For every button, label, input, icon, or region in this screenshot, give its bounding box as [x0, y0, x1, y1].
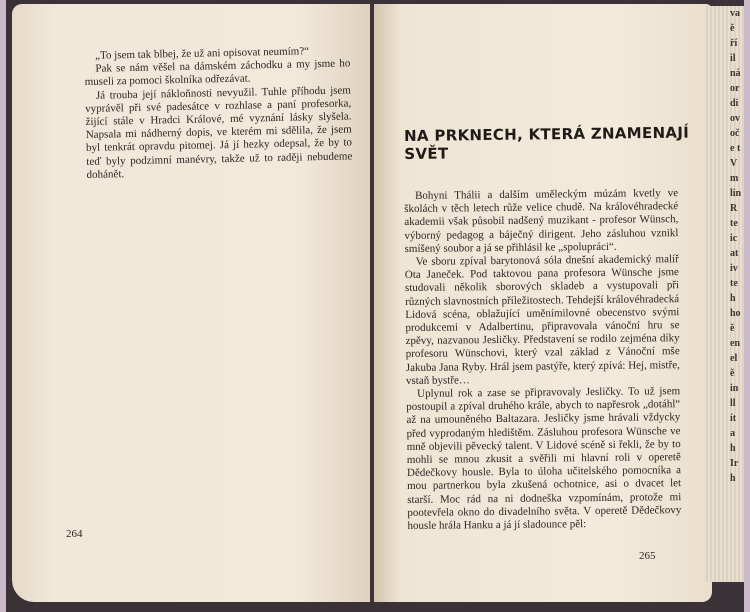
edge-fragment: e t	[730, 143, 741, 154]
left-page	[12, 4, 370, 602]
edge-fragment: ít	[730, 413, 737, 424]
edge-fragment: oč	[730, 128, 740, 139]
edge-fragment: el	[730, 353, 738, 364]
edge-fragment: h	[730, 293, 736, 304]
right-paragraph: Bohyni Thálii a dalším uměleckým múzám kvetly ve školách v těch letech růže velice chudě. Na královéhradecké akademii však působil nadšený muzikant - profesor Wünsch, výborný pedagog a báječný dirigent. Jeho zásluhou vznikl smíšený soubor a já se přihlásil ke „spolupráci“.	[404, 187, 679, 255]
edge-fragment: di	[730, 98, 739, 109]
edge-fragment: ho	[730, 308, 741, 319]
left-paragraph: Já trouba její nákloňnosti nevyužil. Tuhle příhodu jsem vyprávěl při své padesátce v rozhlase a paní profesorka, žijící stále v Hradci Králové, mé vyznání lásky slyšela. Napsala mi nádherný dopis, ve kterém mi sdělila, že jsem byl tenkrát opravdu pitomej. Já jí hezky odepsal, že by to teď byly podzimní manévry, takže už to raději nebudeme dohánět.	[85, 84, 353, 181]
chapter-title: NA PRKNECH, KTERÁ ZNAMENAJÍ SVĚT	[404, 123, 690, 163]
right-page	[374, 4, 712, 602]
edge-fragment: ic	[730, 233, 738, 244]
edge-fragment: h	[730, 443, 736, 454]
edge-fragment: h	[730, 473, 736, 484]
edge-fragment: ná	[730, 68, 741, 79]
left-paragraph: „To jsem tak blbej, že už ani opisovat neumím?“	[94, 45, 310, 62]
right-paragraph: Uplynul rok a zase se připravovaly Jesličky. To už jsem postoupil a zpíval druhého krále, abych to napřesrok „dotáhl“ až na umouněného Baltazara. Jesličky jsme hrávali vždycky před vyprodaným hledištěm. Zásluhou profesora Wünsche ve mně objevili pěvecký talent. V Lidové scéně si řekli, že by to mohli se mnou zkusit a svěřili mi hlavní roli v operetě Dědečkovy housle. Byla to úloha učitelského pomocníka a mou partnerkou byla zkušená ochotnice, asi o dvacet let starší. Moc rád na ni dodneška vzpomínám, protože mi pootevřela okno do divadelního světa. V operetě Dědečkovy housle hrála Hanku a já jí sladounce pěl:	[406, 385, 682, 533]
edge-fragment: lin	[730, 188, 742, 199]
right-paragraph: Ve sboru zpíval barytonová sóla dnešní akademický malíř Ota Janeček. Pod taktovou pana profesora Wünsche jsme studovali několik sborových skladeb a vystupovali při různých slavnostních příležitostech. Tehdejší královéhradecká Lidová scéna, oblažující uměnímilovné obecenstvo svými produkcemi v Adalbertinu, připravovala vánoční hru se zpěvy, nazvanou Jesličky. Představení se rodilo zejména díky profesoru Wünschovi, který vzal základ z Vánoční mše Jakuba Jana Ryby. Hrál jsem pastýře, který zpívá: Hej, mistře, vstaň bystře…	[404, 253, 680, 387]
edge-fragment: or	[730, 83, 740, 94]
left-page-text	[84, 44, 353, 182]
edge-fragment: in	[730, 383, 739, 394]
edge-fragment: ří	[730, 38, 738, 49]
edge-fragment: m	[730, 173, 739, 184]
right-page-text	[404, 187, 682, 533]
edge-fragment: il	[730, 53, 736, 64]
edge-fragment: ll	[730, 398, 736, 409]
edge-fragment: a	[730, 428, 735, 439]
edge-fragment: en	[730, 338, 740, 349]
page-number-right: 265	[639, 550, 656, 562]
open-book	[6, 0, 744, 612]
page-number-left: 264	[66, 528, 83, 540]
edge-fragment: te	[730, 278, 738, 289]
edge-fragment: at	[730, 248, 739, 259]
edge-fragment: V	[730, 158, 738, 169]
edge-fragment: iv	[730, 263, 738, 274]
next-pages-edge	[704, 6, 744, 582]
edge-fragment: Ir	[730, 458, 739, 469]
edge-fragment: R	[730, 203, 738, 214]
edge-fragment: va	[730, 8, 740, 19]
left-paragraph: Pak se nám věšel na dámském záchodku a my jsme ho museli za pomoci školníka odřezávat.	[84, 57, 351, 89]
edge-fragment: ov	[730, 113, 740, 124]
edge-fragment: ě	[730, 368, 735, 379]
edge-fragment: ě	[730, 23, 735, 34]
edge-fragment: te	[730, 218, 738, 229]
edge-fragment: ě	[730, 323, 735, 334]
